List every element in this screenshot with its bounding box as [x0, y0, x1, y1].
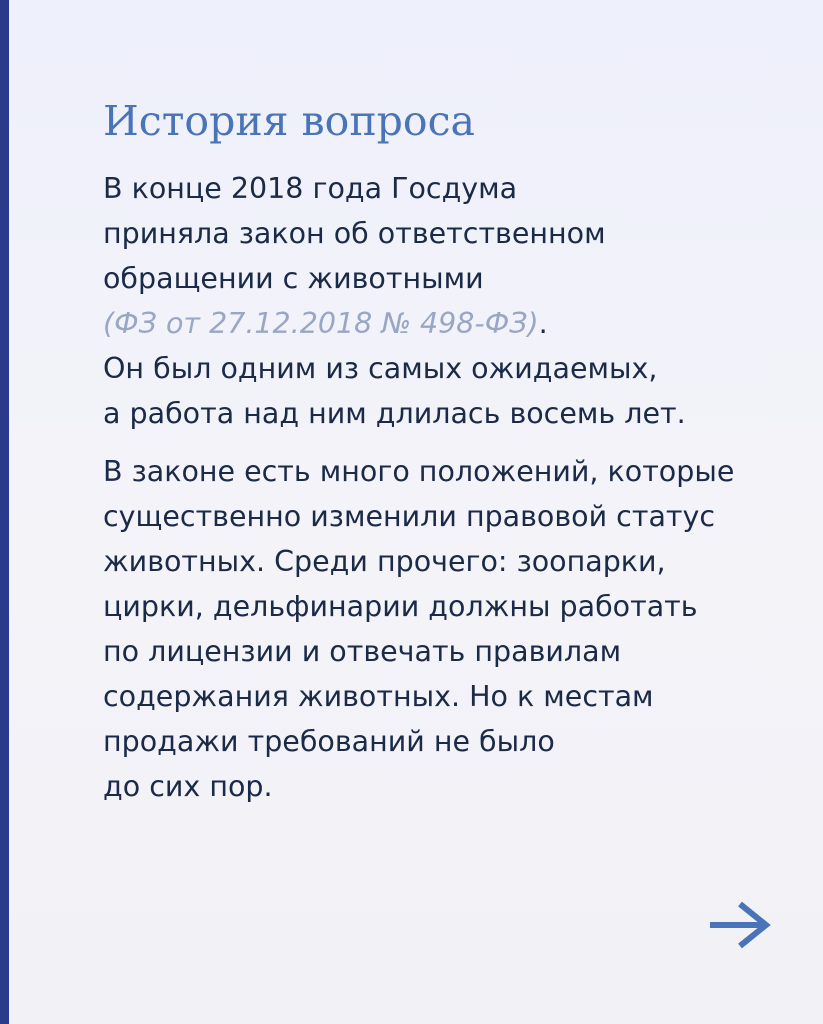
citation-period: .	[538, 307, 548, 340]
paragraph-line: а работа над ним длилась восемь лет.	[103, 397, 686, 430]
paragraph-line: по лицензии и отвечать правилам	[103, 635, 622, 668]
paragraph-line: Он был одним из самых ожидаемых,	[103, 352, 658, 385]
paragraph-line: В законе есть много положений, которые	[103, 455, 735, 488]
paragraph-line: существенно изменили правовой статус	[103, 500, 716, 533]
paragraph-line: животных. Среди прочего: зоопарки,	[103, 545, 666, 578]
paragraph-line: обращении с животными	[103, 262, 484, 295]
page-title: История вопроса	[103, 97, 475, 145]
paragraph-details	[103, 449, 734, 809]
law-citation: (ФЗ от 27.12.2018 № 498-ФЗ)	[103, 307, 539, 340]
paragraph-line: содержания животных. Но к местам	[103, 680, 654, 713]
paragraph-line: приняла закон об ответственном	[103, 217, 606, 250]
paragraph-line: продажи требований не было	[103, 725, 555, 758]
citation-line	[103, 301, 686, 346]
paragraph-line: до сих пор.	[103, 770, 273, 803]
paragraph-line: цирки, дельфинарии должны работать	[103, 590, 698, 623]
arrow-right-icon	[706, 899, 772, 951]
next-slide-button[interactable]	[704, 890, 774, 960]
paragraph-intro	[103, 166, 686, 436]
paragraph-line: В конце 2018 года Госдума	[103, 172, 518, 205]
